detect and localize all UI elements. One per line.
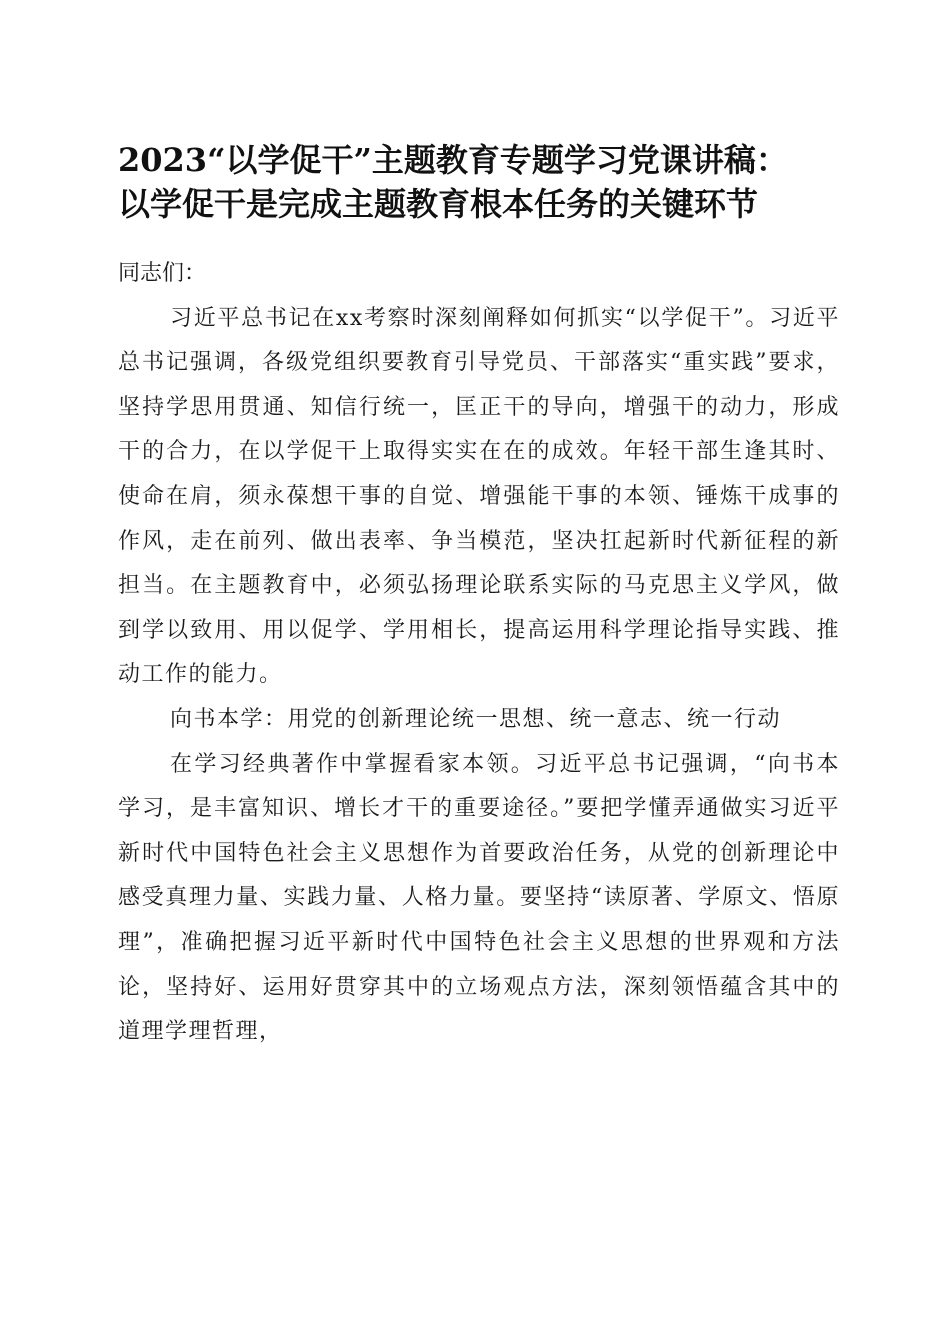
section-heading: 向书本学：用党的创新理论统一思想、统一意志、统一行动 — [170, 706, 782, 732]
document-title — [118, 138, 858, 226]
document-body — [118, 252, 840, 1055]
title-line-2: 以学促干是完成主题教育根本任务的关键环节 — [118, 185, 759, 223]
paragraph-intro: 习近平总书记在xx考察时深刻阐释如何抓实“以学促干”。习近平总书记强调，各级党组织要教育引导党员、干部落实“重实践”要求，坚持学思用贯通、知信行统一，匡正干的导向，增强干的动力，形成干的合力，在以学促干上取得实实在在的成效。年轻干部生逢其时、使命在肩，须永葆想干事的自觉、增强能干事的本领、锤炼干成事的作风，走在前列、做出表率、争当模范，坚决扛起新时代新征程的新担当。在主题教育中，必须弘扬理论联系实际的马克思主义学风，做到学以致用、用以促学、学用相长，提高运用科学理论指导实践、推动工作的能力。 — [118, 305, 840, 688]
salutation: 同志们： — [118, 261, 207, 286]
paragraph-book-learning: 在学习经典著作中掌握看家本领。习近平总书记强调，“向书本学习，是丰富知识、增长才干的重要途径。”要把学懂弄通做实习近平新时代中国特色社会主义思想作为首要政治任务，从党的创新理论中感受真理力量、实践力量、人格力量。要坚持“读原著、学原文、悟原理”，准确把握习近平新时代中国特色社会主义思想的世界观和方法论，坚持好、运用好贯穿其中的立场观点方法，深刻领悟蕴含其中的道理学理哲理， — [118, 751, 840, 1045]
title-line-1: 2023“以学促干”主题教育专题学习党课讲稿： — [118, 141, 788, 179]
